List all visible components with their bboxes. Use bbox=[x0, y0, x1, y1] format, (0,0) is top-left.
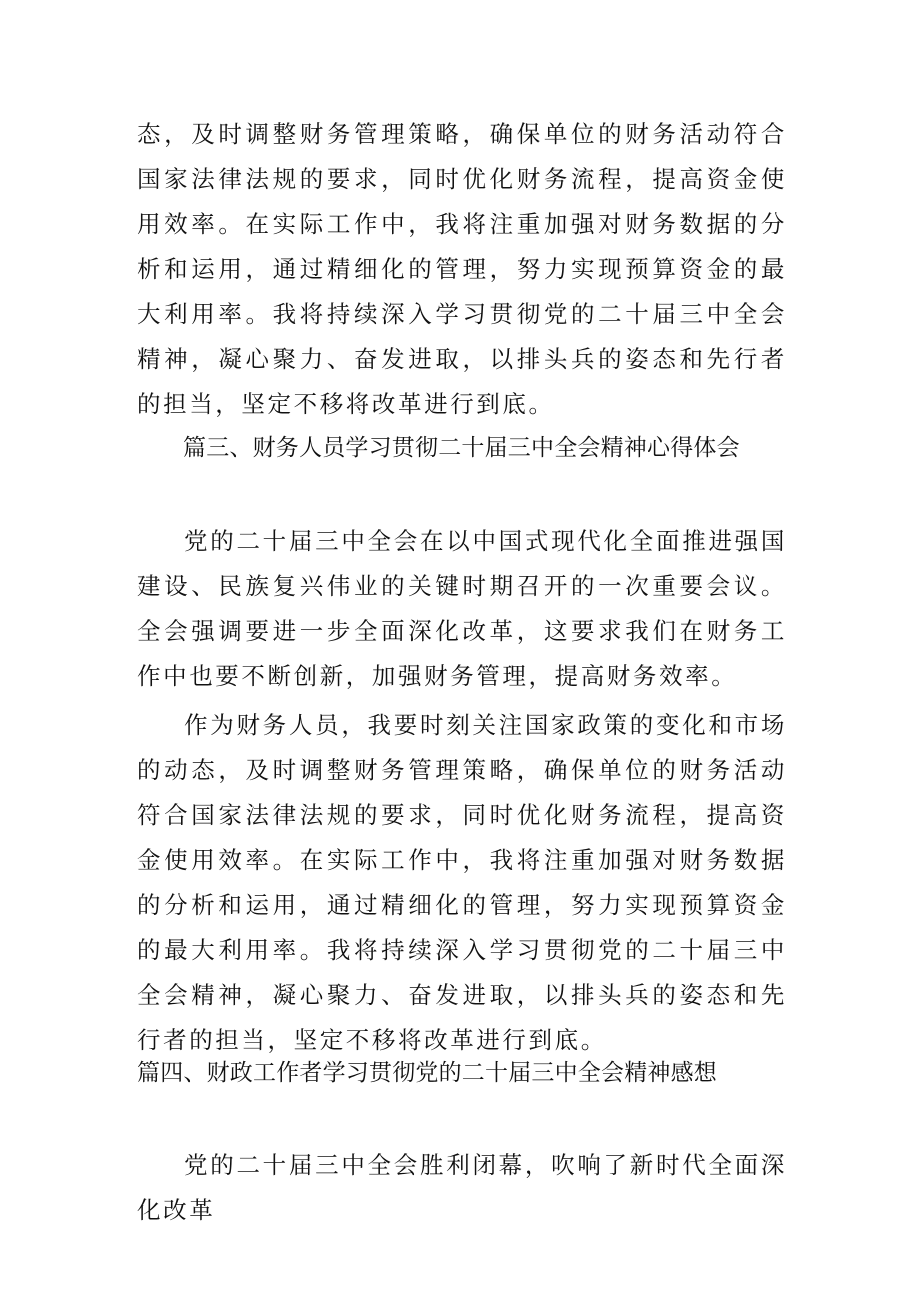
section-3-title: 篇三、财务人员学习贯彻二十届三中全会精神心得体会 bbox=[183, 435, 740, 461]
section-4-title: 篇四、财政工作者学习贯彻党的二十届三中全会精神感想 bbox=[137, 1060, 717, 1086]
section-3-paragraph-2: 作为财务人员，我要时刻关注国家政策的变化和市场的动态，及时调整财务管理策略，确保单位的财务活动符合国家法律法规的要求，同时优化财务流程，提高资金使用效率。在实际工作中，我将注重加强对财务数据的分析和运用，通过精细化的管理，努力实现预算资金的最大利用率。我将持续深入学习贯彻党的二十届三中全会精神，凝心聚力、奋发进取，以排头兵的姿态和先行者的担当，坚定不移将改革进行到底。 bbox=[137, 711, 787, 1054]
section-4-paragraph-1: 党的二十届三中全会胜利闭幕，吹响了新时代全面深化改革 bbox=[137, 1151, 787, 1224]
continuation-paragraph: 态，及时调整财务管理策略，确保单位的财务活动符合国家法律法规的要求，同时优化财务流程，提高资金使用效率。在实际工作中，我将注重加强对财务数据的分析和运用，通过精细化的管理，努力实现预算资金的最大利用率。我将持续深入学习贯彻党的二十届三中全会精神，凝心聚力、奋发进取，以排头兵的姿态和先行者的担当，坚定不移将改革进行到底。 bbox=[137, 120, 787, 418]
section-3-paragraph-1: 党的二十届三中全会在以中国式现代化全面推进强国建设、民族复兴伟业的关键时期召开的一次重要会议。全会强调要进一步全面深化改革，这要求我们在财务工作中也要不断创新，加强财务管理，提高财务效率。 bbox=[137, 527, 787, 690]
